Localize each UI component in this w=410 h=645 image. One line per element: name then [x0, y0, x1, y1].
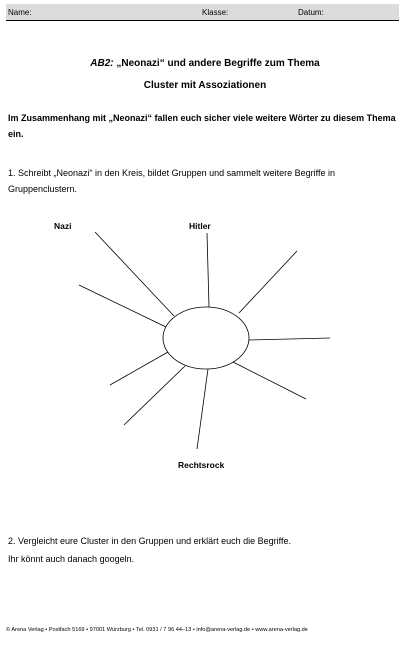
ray-bottom-left — [124, 366, 185, 425]
date-label: Datum: — [298, 8, 324, 17]
name-label: Name: — [8, 8, 32, 17]
class-label: Klasse: — [202, 8, 229, 17]
ray-top-right — [239, 251, 297, 313]
label-nazi: Nazi — [54, 221, 72, 231]
worksheet-subtitle: Cluster mit Assoziationen — [143, 80, 267, 91]
ray-bottom-right — [233, 362, 306, 399]
intro-text: Im Zusammenhang mit „Neonazi“ fallen euch sicher viele weitere Wörter zu diesem Thema ein. — [8, 113, 396, 139]
label-hitler: Hitler — [189, 221, 211, 231]
ray-top-left — [95, 232, 174, 316]
task-2-line-1: 2. Vergleicht eure Cluster in den Gruppen und erklärt euch die Begriffe. — [8, 536, 292, 546]
title-main: „Neonazi“ und andere Begriffe zum Thema — [113, 58, 320, 69]
ray-left-upper — [79, 285, 166, 327]
ray-bottom — [197, 369, 208, 449]
center-circle — [163, 307, 249, 369]
task-1-text: 1. Schreibt „Neonazi“ in den Kreis, bildet Gruppen und sammelt weitere Begriffe in Gruppenclustern. — [8, 168, 336, 194]
ray-right — [249, 338, 330, 340]
ray-top — [207, 233, 209, 307]
publisher-footer: © Arena Verlag • Postfach 5169 • 97001 Würzburg • Tel. 0931 / 7 96 44–13 • info@arena-verlag.de • www.arena-verlag.de — [6, 627, 308, 633]
label-rechtsrock: Rechtsrock — [178, 460, 225, 470]
task-2-line-2: Ihr könnt auch danach googeln. — [8, 554, 135, 564]
title-prefix: AB2: — [90, 58, 114, 69]
ray-left-lower — [110, 352, 168, 385]
